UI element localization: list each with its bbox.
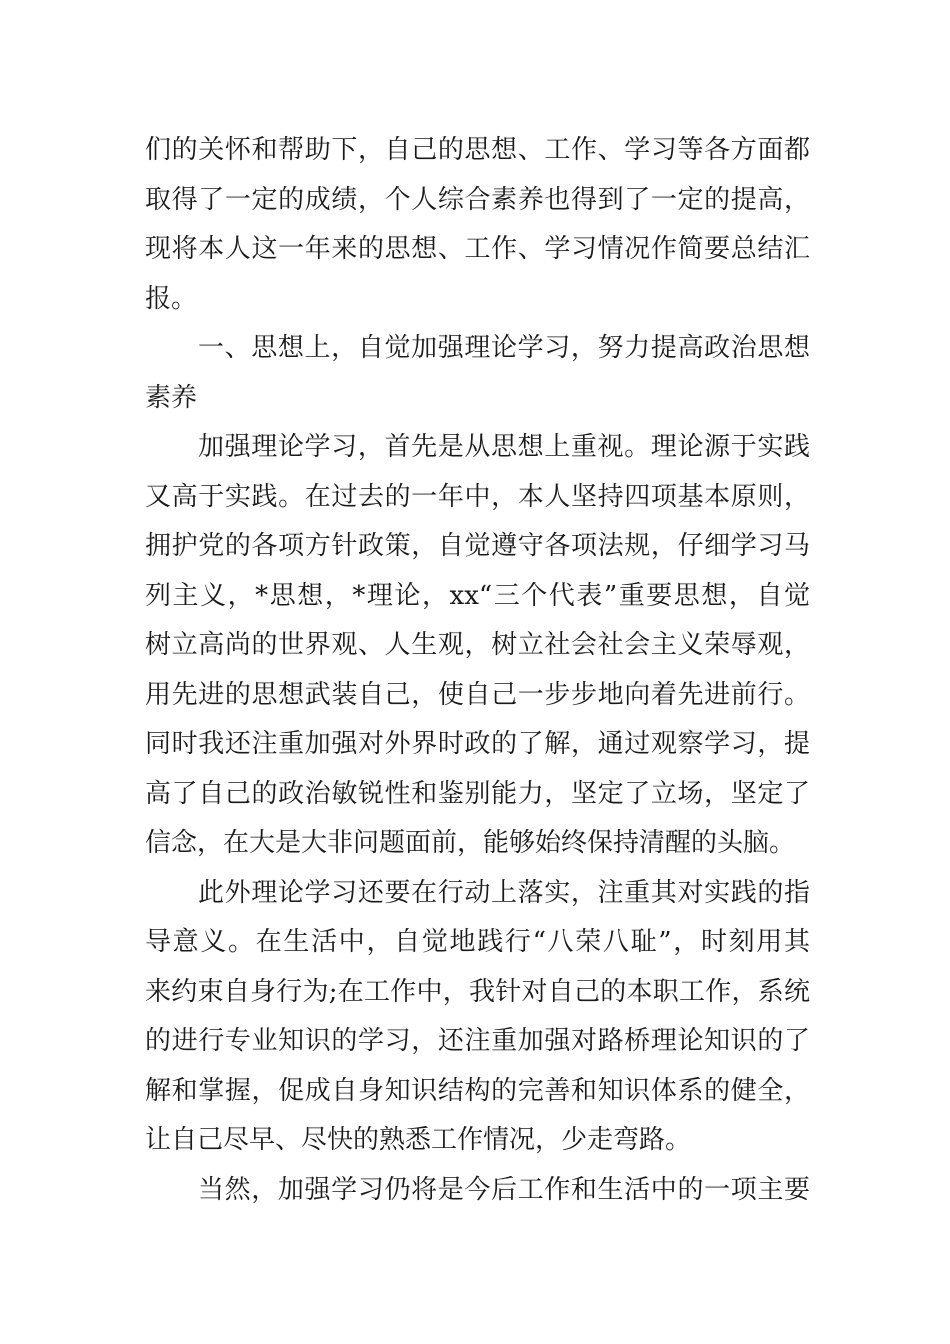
text-line: 信念，在大是大非问题面前，能够始终保持清醒的头脑。 <box>145 828 796 858</box>
text-line: 取得了一定的成绩，个人综合素养也得到了一定的提高， <box>145 184 810 215</box>
text-line: 报。 <box>145 283 198 314</box>
text-line: 此外理论学习还要在行动上落实，注重其对实践的指 <box>198 877 810 908</box>
text-line: 现将本人这一年来的思想、工作、学习情况作简要总结汇 <box>145 234 810 264</box>
text-line: 用先进的思想武装自己，使自己一步步地向着先进前行。 <box>145 679 810 710</box>
text-line: 导意义。在生活中，自觉地践行“八荣八耻”，时刻用其 <box>145 927 810 957</box>
text-line: 当然，加强学习仍将是今后工作和生活中的一项主要 <box>198 1174 810 1205</box>
text-line: 列主义，*思想，*理论，xx“三个代表”重要思想，自觉 <box>145 580 810 611</box>
text-line: 来约束自身行为;在工作中，我针对自己的本职工作，系统 <box>145 976 810 1007</box>
document-body <box>145 126 810 1215</box>
text-line: 拥护党的各项方针政策，自觉遵守各项法规，仔细学习马 <box>145 531 810 561</box>
text-line: 树立高尚的世界观、人生观，树立社会社会主义荣辱观， <box>145 630 810 660</box>
section-heading-line: 一、思想上，自觉加强理论学习，努力提高政治思想 <box>198 333 810 363</box>
text-line: 们的关怀和帮助下，自己的思想、工作、学习等各方面都 <box>145 135 810 165</box>
text-line: 同时我还注重加强对外界时政的了解，通过观察学习，提 <box>145 729 810 759</box>
text-line: 的进行专业知识的学习，还注重加强对路桥理论知识的了 <box>145 1026 810 1056</box>
text-line: 让自己尽早、尽快的熟悉工作情况，少走弯路。 <box>145 1125 692 1155</box>
text-line: 高了自己的政治敏锐性和鉴别能力，坚定了立场，坚定了 <box>145 778 810 809</box>
section-heading-line: 素养 <box>145 382 198 413</box>
text-line: 又高于实践。在过去的一年中，本人坚持四项基本原则， <box>145 481 810 512</box>
text-line: 加强理论学习，首先是从思想上重视。理论源于实践 <box>198 432 810 462</box>
text-line: 解和掌握，促成自身知识结构的完善和知识体系的健全， <box>145 1075 810 1106</box>
